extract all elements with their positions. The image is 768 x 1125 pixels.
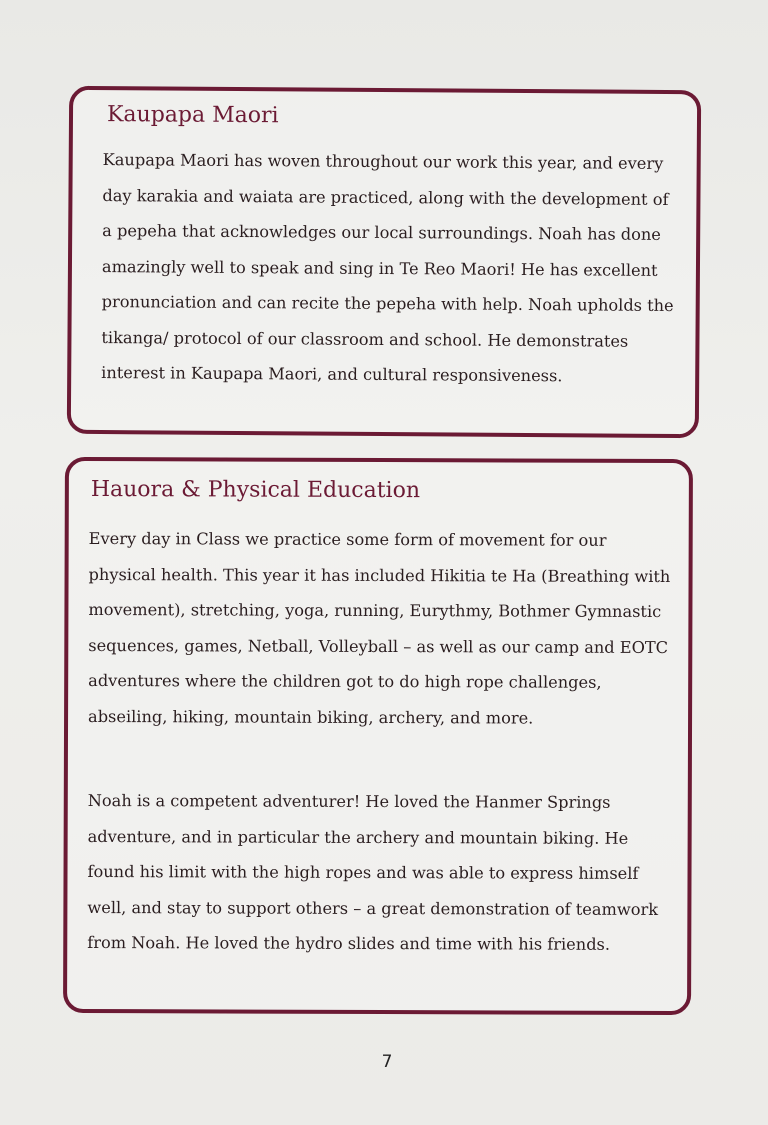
page-number: 7: [381, 1052, 393, 1072]
section-title-kaupapa-maori: Kaupapa Maori: [106, 102, 279, 129]
section-title-hauora: Hauora & Physical Education: [90, 476, 421, 504]
hauora-section: [63, 457, 693, 1015]
hauora-paragraph-2: Noah is a competent adventurer! He loved the Hanmer Springs adventure, and in particular the archery and mountain biking. He found his limit with the high ropes and was able to express himself well, and stay to support others – a great demonstration of teamwork from Noah. He loved the hydro slides and time with his friends.: [87, 790, 659, 954]
kaupapa-maori-section: [67, 86, 701, 438]
kaupapa-maori-paragraph: Kaupapa Maori has woven throughout our work this year, and every day karakia and waiata are practiced, along with the development of a pepeha that acknowledges our local surroundings. Noah has done amazingly well to speak and sing in Te Reo Maori! He has excellent pronunciation and can recite the pepeha with help. Noah upholds the tikanga/ protocol of our classroom and school. He demonstrates interest in Kaupapa Maori, and cultural responsiveness.: [101, 150, 674, 386]
hauora-paragraph-1: Every day in Class we practice some form of movement for our physical health. This year it has included Hikitia te Ha (Breathing with movement), stretching, yoga, running, Eurythmy, Bothmer Gymnastic sequences, games, Netball, Volleyball – as well as our camp and EOTC adventures where the children got to do high rope challenges, abseiling, hiking, mountain biking, archery, and more.: [88, 528, 671, 728]
